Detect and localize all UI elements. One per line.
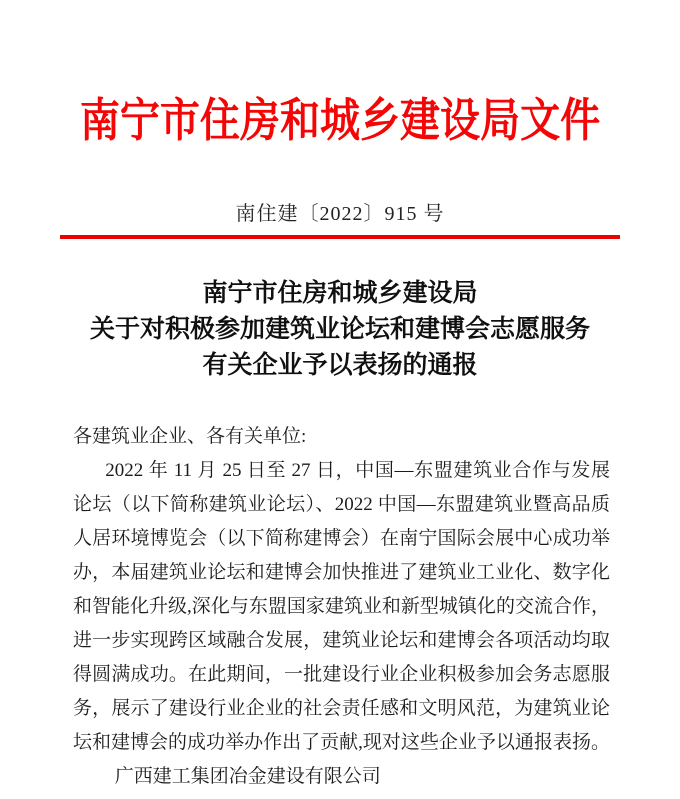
body-text-line: 和智能化升级,深化与东盟国家建筑业和新型城镇化的交流合作，	[73, 596, 610, 617]
header-divider-rule	[60, 235, 620, 239]
body-text-line: 得圆满成功。在此期间，一批建设行业企业积极参加会务志愿服	[73, 664, 610, 685]
document-title-line-2: 关于对积极参加建筑业论坛和建博会志愿服务	[89, 316, 590, 343]
body-text-line: 务，展示了建设行业企业的社会责任感和文明风范，为建筑业论	[73, 698, 610, 719]
body-text-line: 进一步实现跨区域融合发展，建筑业论坛和建博会各项活动均取	[73, 630, 610, 651]
body-text-line: 办，本届建筑业论坛和建博会加快推进了建筑业工业化、数字化	[73, 562, 610, 583]
commended-company-name: 广西建工集团冶金建设有限公司	[114, 766, 381, 787]
document-title-line-3: 有关企业予以表扬的通报	[202, 352, 478, 379]
body-text-line: 坛和建博会的成功举办作出了贡献,现对这些企业予以通报表扬。	[73, 732, 610, 753]
body-text-line: 人居环境博览会（以下简称建博会）在南宁国际会展中心成功举	[73, 528, 610, 549]
document-number: 南住建〔2022〕915 号	[235, 203, 445, 225]
document-masthead	[0, 96, 680, 147]
document-title	[0, 276, 680, 384]
body-text-line: 2022 年 11 月 25 日至 27 日，中国—东盟建筑业合作与发展	[105, 460, 610, 481]
agency-masthead-title: 南宁市住房和城乡建设局文件	[79, 95, 601, 146]
document-body	[73, 420, 610, 794]
document-title-line-1: 南宁市住房和城乡建设局	[202, 280, 478, 307]
body-text-line: 论坛（以下简称建筑业论坛）、2022 中国—东盟建筑业暨高品质	[73, 494, 610, 515]
salutation-line: 各建筑业企业、各有关单位:	[73, 426, 307, 447]
